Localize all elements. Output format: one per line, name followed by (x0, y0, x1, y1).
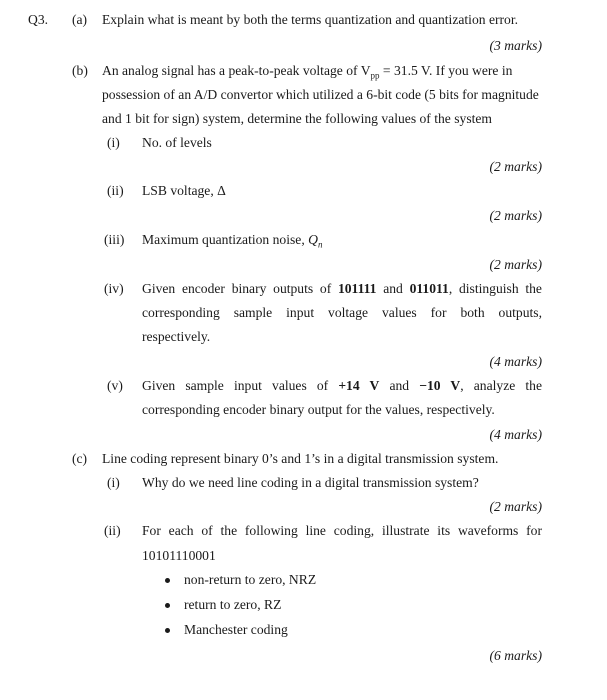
part-b-v-line2: corresponding encoder binary output for the values, respectively. (142, 402, 495, 417)
bullet-nrz: non-return to zero, NRZ (184, 572, 317, 587)
part-c-label: (c) (72, 451, 88, 466)
part-b-iii-text: Maximum quantization noise, $Q_n$ (142, 232, 323, 250)
part-b-iv-line3: respectively. (142, 329, 211, 344)
bullet-icon (165, 578, 170, 583)
input-value-1: +14 V (338, 378, 380, 393)
part-b-line2: possession of an A/D convertor which utilized a 6-bit code (5 bits for magnitude (102, 87, 539, 102)
part-b-iv-line1: Given encoder binary outputs of 101111 and 011011, distinguish the (142, 281, 542, 296)
part-a-marks: (3 marks) (489, 38, 542, 53)
part-b-iv-line2: corresponding sample input voltage values for both outputs, (142, 305, 542, 320)
part-c-text: Line coding represent binary 0’s and 1’s in a digital transmission system. (102, 451, 499, 466)
question-number: Q3. (28, 12, 49, 27)
part-b-v-marks: (4 marks) (489, 427, 542, 442)
bullet-icon (165, 628, 170, 633)
part-b-v-label: (v) (107, 378, 123, 393)
part-b-iii-label: (iii) (104, 232, 125, 247)
bullet-manchester: Manchester coding (184, 622, 288, 637)
part-c-i-text: Why do we need line coding in a digital transmission system? (142, 475, 479, 490)
part-a-label: (a) (72, 12, 88, 27)
binary-code-2: 011011 (409, 281, 449, 296)
part-b-ii-label: (ii) (107, 183, 124, 198)
part-b-iii-marks: (2 marks) (489, 257, 542, 272)
part-c-i-label: (i) (107, 475, 120, 490)
part-b-iv-marks: (4 marks) (489, 354, 542, 369)
part-c-ii-marks: (6 marks) (489, 648, 542, 663)
part-b-i-label: (i) (107, 135, 120, 150)
bit-sequence: 10101110001 (142, 548, 216, 563)
input-value-2: −10 V (419, 378, 461, 393)
qn-subscript: n (317, 239, 323, 250)
part-b-ii-marks: (2 marks) (489, 208, 542, 223)
part-c-i-marks: (2 marks) (489, 499, 542, 514)
part-c-ii-line1: For each of the following line coding, illustrate its waveforms for (142, 523, 542, 538)
bullet-icon (165, 603, 170, 608)
part-b-line3: and 1 bit for sign) system, determine the following values of the system (102, 111, 492, 126)
bullet-rz: return to zero, RZ (184, 597, 282, 612)
part-c-ii-label: (ii) (104, 523, 121, 538)
binary-code-1: 101111 (337, 281, 377, 296)
part-b-iv-label: (iv) (104, 281, 124, 296)
part-b-line1: An analog signal has a peak-to-peak voltage of $V_{pp} = 31.5$ V. If you were in (102, 63, 513, 81)
part-b-ii-text: LSB voltage, Δ (142, 183, 226, 198)
qn-symbol: Q (308, 232, 318, 247)
part-a-text: Explain what is meant by both the terms quantization and quantization error. (102, 12, 519, 27)
part-b-i-marks: (2 marks) (489, 159, 542, 174)
part-b-i-text: No. of levels (142, 135, 212, 150)
vpp-subscript: pp (370, 70, 380, 81)
part-b-label: (b) (72, 63, 88, 78)
part-b-v-line1: Given sample input values of +14 V and −10 V, analyze the (142, 378, 542, 393)
